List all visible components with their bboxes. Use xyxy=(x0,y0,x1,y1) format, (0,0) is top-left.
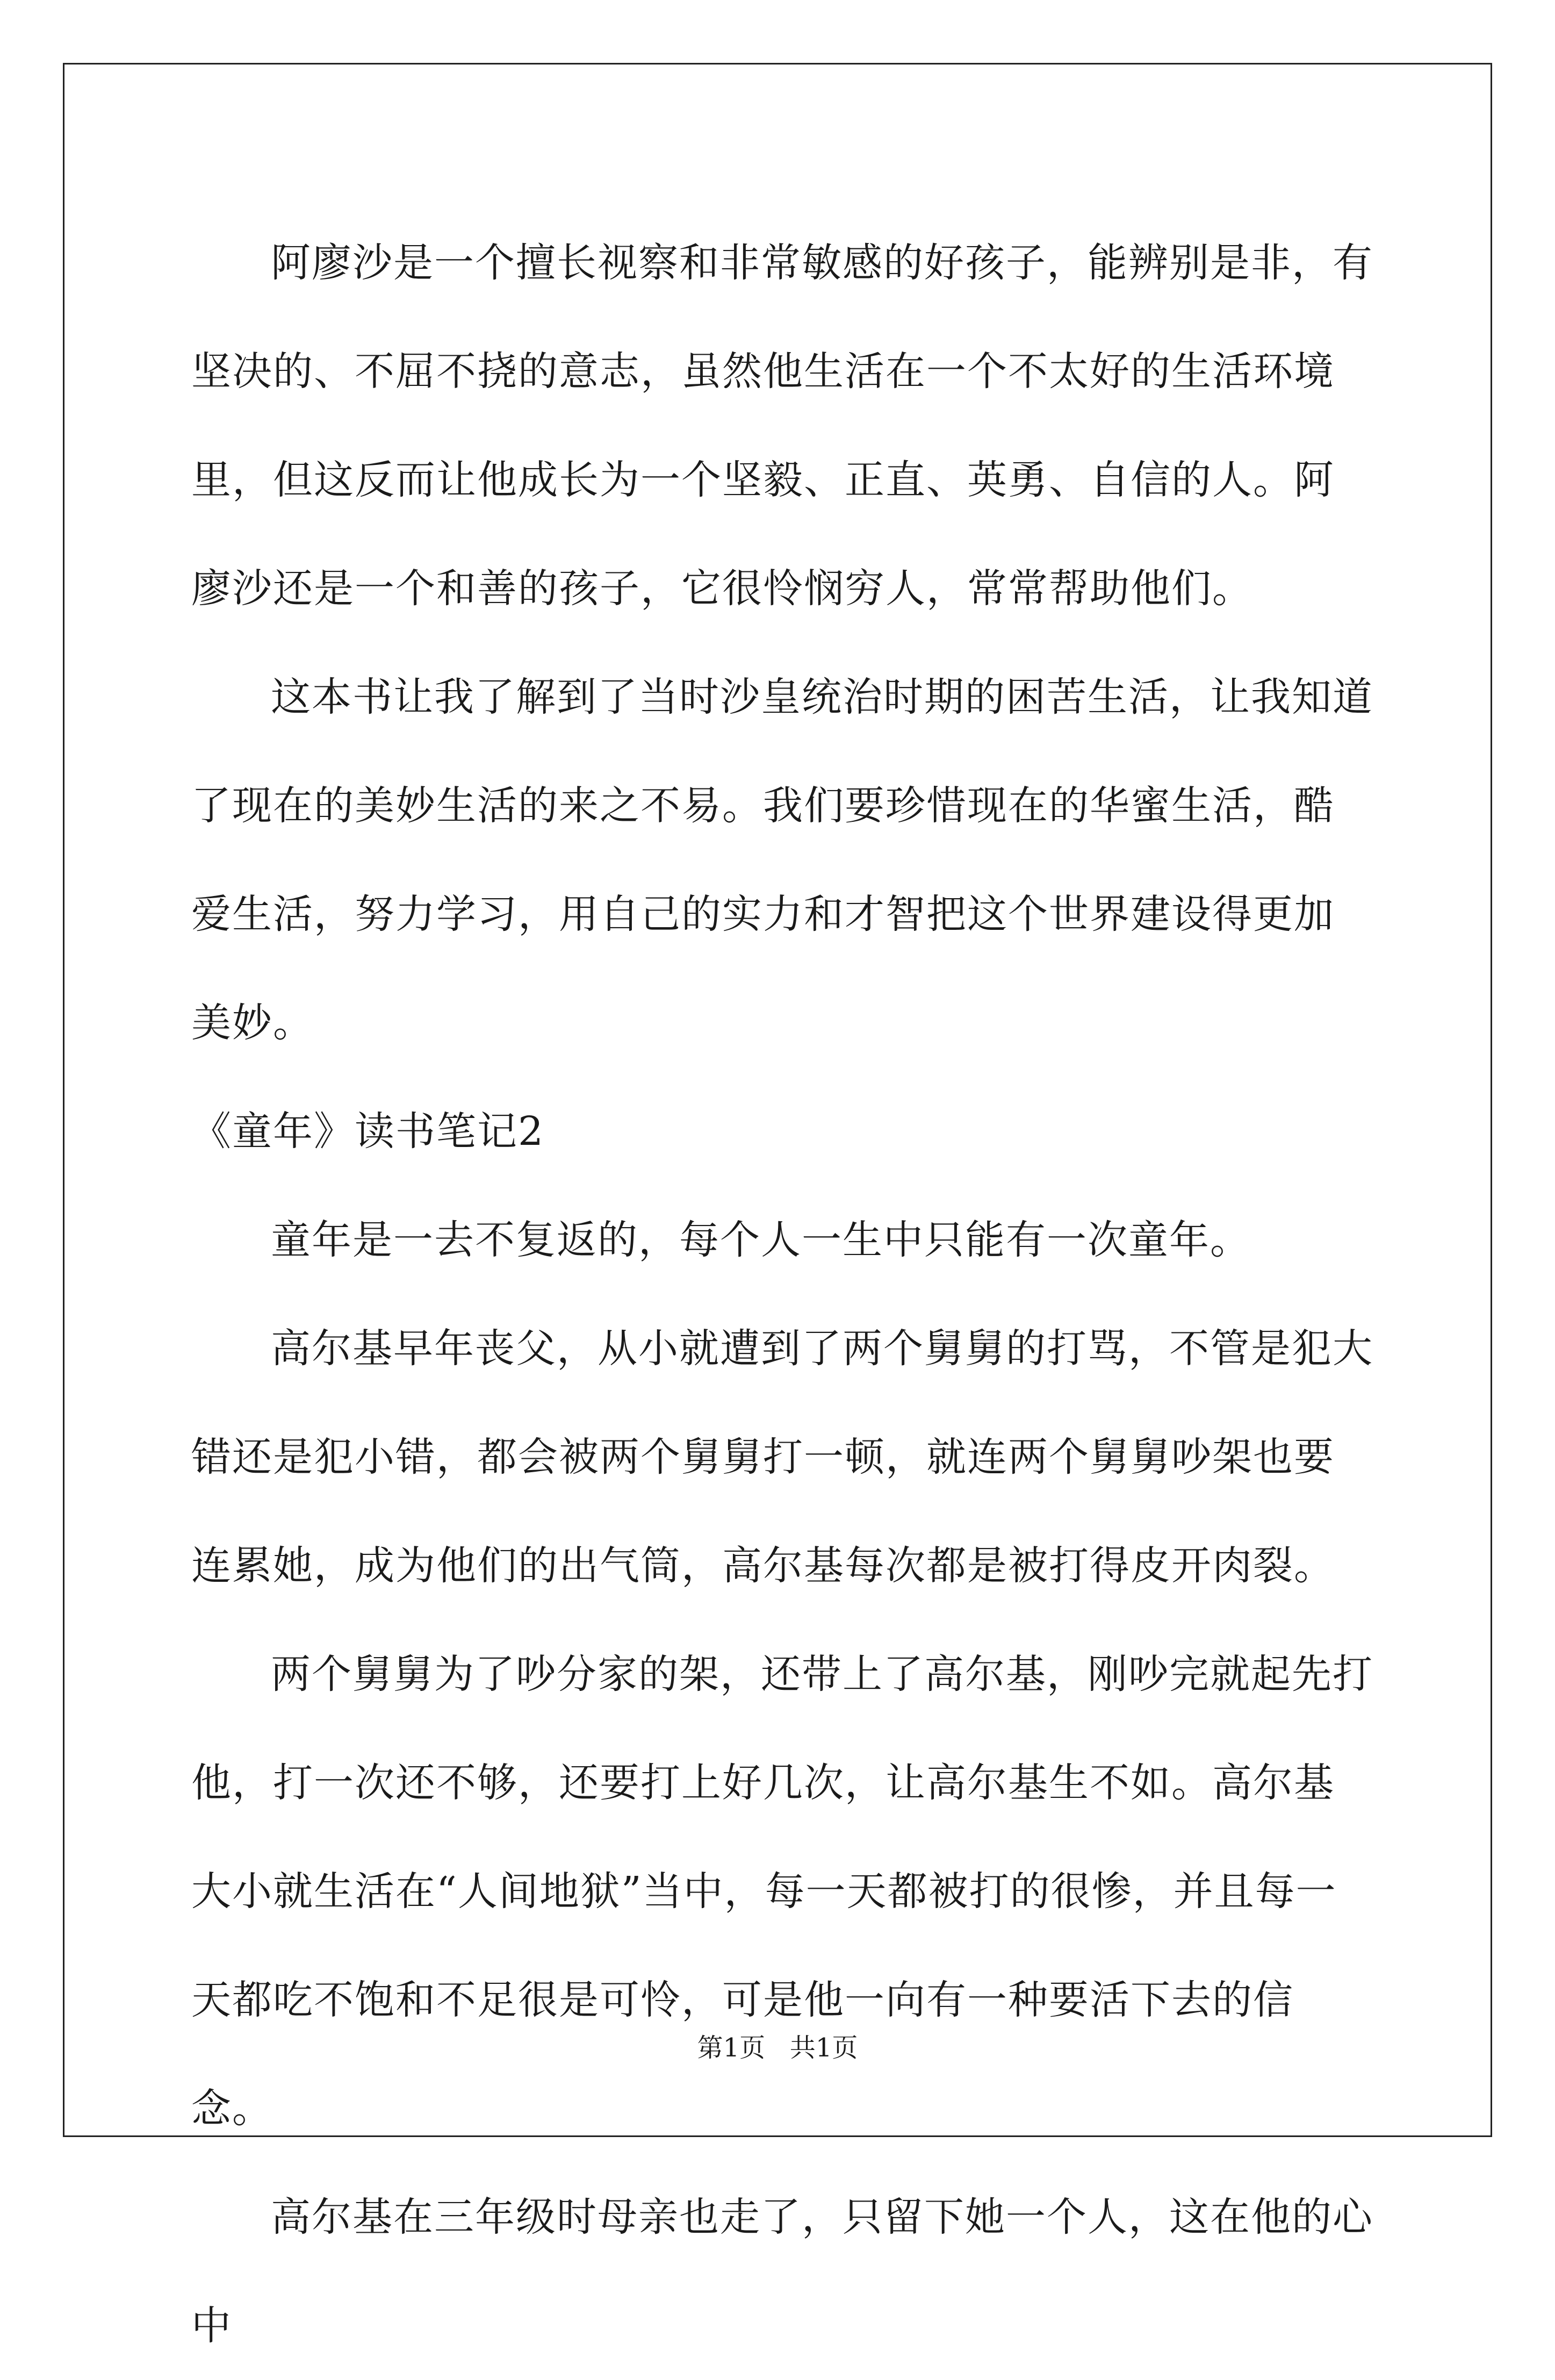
page-footer: 第1页 共1页 xyxy=(697,2033,858,2063)
paragraph: 这本书让我了解到了当时沙皇统治时期的困苦生活，让我知道了现在的美妙生活的来之不易。我们要珍惜现在的华蜜生活，酷爱生活，努力学习，用自己的实力和才智把这个世界建设得更加美妙。 xyxy=(191,674,1373,1046)
paragraph: 两个舅舅为了吵分家的架，还带上了高尔基，刚吵完就起先打他，打一次还不够，还要打上好几次，让高尔基生不如。高尔基大小就生活在“人间地狱”当中，每一天都被打的很惨，并且每一天都吃不饱和不足很是可怜，可是他一向有一种要活下去的信念。 xyxy=(191,1651,1373,2132)
paragraph: 高尔基早年丧父，从小就遭到了两个舅舅的打骂，不管是犯大错还是犯小错，都会被两个舅舅打一顿，就连两个舅舅吵架也要连累她，成为他们的出气筒，高尔基每次都是被打得皮开肉裂。 xyxy=(191,1325,1373,1589)
paragraph: 阿廖沙是一个擅长视察和非常敏感的好孩子，能辨别是非，有坚决的、不屈不挠的意志，虽然他生活在一个不太好的生活环境里，但这反而让他成长为一个坚毅、正直、英勇、自信的人。阿廖沙还是一个和善的孩子，它很怜悯穷人，常常帮助他们。 xyxy=(191,240,1373,612)
paragraph: 高尔基在三年级时母亲也走了，只留下她一个人，这在他的心中 xyxy=(191,2194,1373,2349)
paragraph: 童年是一去不复返的，每个人一生中只能有一次童年。 xyxy=(271,1217,1251,1263)
section-title: 《童年》读书笔记2 xyxy=(191,1108,545,1155)
